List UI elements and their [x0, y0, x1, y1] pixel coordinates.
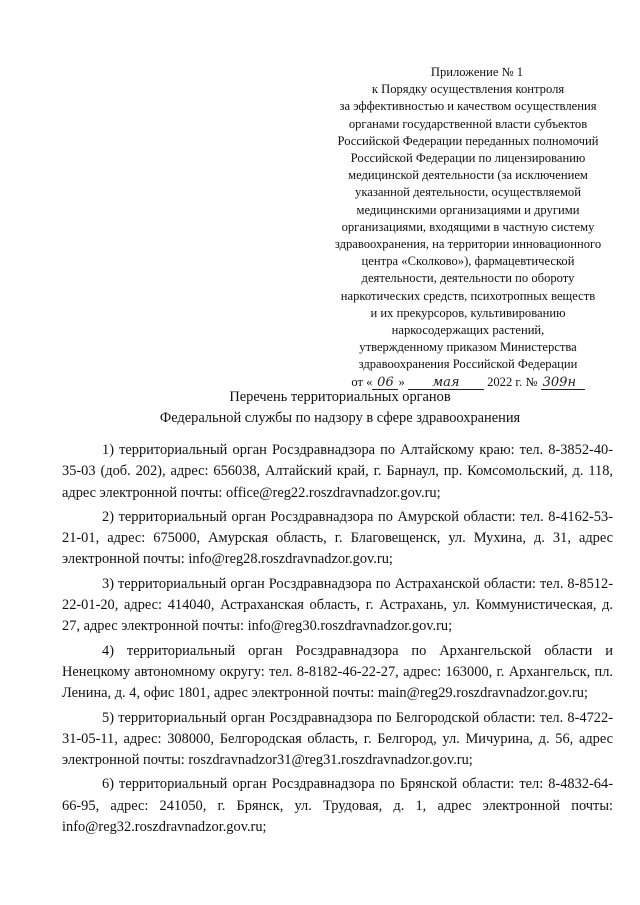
handwritten-order-number: 309н: [541, 377, 585, 390]
appendix-line: за эффективностью и качеством осуществления: [339, 99, 597, 114]
appendix-line: Российской Федерации переданных полномочий: [337, 133, 599, 148]
list-item: 2) территориальный орган Росздравнадзора по Амурской области: тел. 8-4162-53-21-01, адрес: 675000, Амурская область, г. Благовещенск, ул. Мухина, д. 31, адрес электронной почты: info@reg28.roszdravnadzor.gov.ru;: [62, 508, 613, 568]
entries-list: [62, 440, 613, 841]
appendix-line: наркотических средств, психотропных веществ: [340, 288, 596, 303]
appendix-block: [318, 64, 618, 391]
appendix-line: органами государственной власти субъектов: [348, 116, 588, 131]
date-mid: »: [398, 374, 405, 389]
list-item: 5) территориальный орган Росздравнадзора по Белгородской области: тел. 8-4722-31-05-11, адрес: 308000, Белгородская область, г. Белгород, ул. Мичурина, д. 56, адрес электронной почты: roszdravnadzor31@reg31.roszdravnadzor.gov.ru;: [62, 709, 613, 769]
appendix-line: наркосодержащих растений,: [391, 323, 545, 338]
heading-line-1: Перечень территориальных органов: [229, 389, 451, 405]
appendix-line: здравоохранения, на территории инновационного: [334, 237, 602, 252]
appendix-line: утвержденному приказом Министерства: [359, 340, 577, 355]
date-year-text: 2022 г. №: [487, 374, 538, 389]
appendix-line: деятельности, деятельности по обороту: [361, 271, 575, 286]
appendix-line: указанной деятельности, осуществляемой: [355, 185, 581, 200]
list-item: 6) территориальный орган Росздравнадзора по Брянской области: тел: 8-4832-64-66-95, адрес: 241050, г. Брянск, ул. Трудовая, д. 1, адрес электронной почты: info@reg32.roszdravnadzor.gov.ru;: [62, 776, 613, 836]
list-item: 3) территориальный орган Росздравнадзора по Астраханской области: тел. 8-8512-22-01-20, адрес: 414040, Астраханская область, г. Астрахань, ул. Коммунистическая, д. 27, адрес электронной почты: info@reg30.roszdravnadzor.gov.ru;: [62, 575, 613, 635]
appendix-line: медицинскими организациями и другими: [356, 202, 580, 217]
appendix-line: организациями, входящими в частную систему: [341, 219, 595, 234]
appendix-title: Приложение № 1: [430, 65, 524, 79]
handwritten-day: 06: [372, 377, 398, 390]
appendix-line: и их прекурсоров, культивированию: [370, 305, 566, 320]
appendix-line: к Порядку осуществления контроля: [371, 82, 565, 97]
handwritten-month: мая: [408, 377, 484, 390]
date-prefix: от «: [351, 374, 373, 389]
appendix-line: медицинской деятельности (за исключением: [348, 168, 588, 183]
list-item: 1) территориальный орган Росздравнадзора по Алтайскому краю: тел. 8-3852-40-35-03 (доб. 202), адрес: 656038, Алтайский край, г. Барнаул, пр. Комсомольский, д. 118, адрес электронной почты: office@reg22.roszdravnadzor.gov.ru;: [62, 442, 613, 501]
heading-line-2: Федеральной службы по надзору в сфере здравоохранения: [159, 410, 521, 426]
appendix-line: Российской Федерации по лицензированию: [350, 151, 586, 166]
list-item: 4) территориальный орган Росздравнадзора по Архангельской области и Ненецкому автономному округу: тел. 8-8182-46-22-27, адрес: 163000, г. Архангельск, пл. Ленина, д. 4, офис 1801, адрес электронной почты: main@reg29.roszdravnadzor.gov.ru;: [62, 642, 613, 702]
appendix-line: центра «Сколково»), фармацевтической: [361, 254, 575, 269]
appendix-line: здравоохранения Российской Федерации: [358, 357, 578, 372]
document-heading: [60, 387, 620, 429]
